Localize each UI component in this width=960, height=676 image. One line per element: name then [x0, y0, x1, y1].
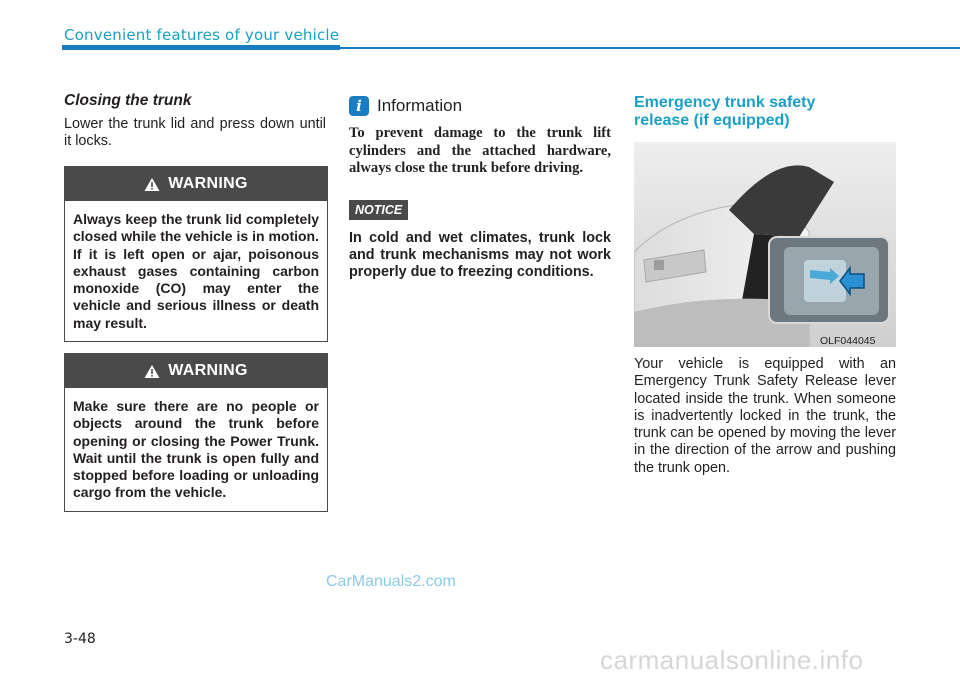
image-caption: OLF044045: [820, 335, 876, 347]
closing-heading: Closing the trunk: [64, 92, 192, 109]
information-section: [349, 96, 611, 282]
watermark-carmanualsonline: carmanualsonline.info: [600, 645, 864, 675]
warning-text: Make sure there are no people or objects around the trunk before opening or closing the Power Trunk. Wait until the trunk is open fully and stopped before loading or unloading cargo from the vehicle.: [73, 398, 319, 501]
information-header: [349, 96, 611, 116]
warning-box-2: [64, 353, 328, 512]
emergency-heading-line2: release (if equipped): [634, 112, 790, 129]
section-title: Convenient features of your vehicle: [64, 26, 340, 44]
information-title: Information: [377, 96, 463, 115]
notice-text: In cold and wet climates, trunk lock and trunk mechanisms may not work properly due to freezing conditions.: [349, 229, 611, 281]
header-rule-thin: [340, 47, 960, 49]
warning-label: WARNING: [168, 362, 248, 379]
warning-box-1: [64, 166, 328, 342]
warning-triangle-icon: [144, 364, 160, 379]
info-icon: i: [349, 96, 369, 116]
closing-text: Lower the trunk lid and press down until it locks.: [64, 116, 326, 149]
warning-label: WARNING: [168, 175, 248, 192]
emergency-text: Your vehicle is equipped with an Emergency Trunk Safety Release lever located inside the trunk. When someone is inadvertently locked in the trunk, the trunk can be opened by moving the lever in the direction of the arrow and pushing the trunk open.: [634, 356, 896, 476]
information-text: To prevent damage to the trunk lift cylinders and the attached hardware, always close the trunk before driving.: [349, 125, 611, 177]
closing-section: [64, 92, 326, 150]
warning-header: [65, 354, 327, 388]
watermark-link-carmanuals2[interactable]: CarManuals2.com: [326, 573, 456, 590]
warning-text: Always keep the trunk lid completely closed while the vehicle is in motion. If it is left open or ajar, poisonous exhaust gases containing carbon monoxide (CO) may enter the vehicle and serious illness or death may result.: [73, 211, 319, 331]
page-number: 3-48: [64, 631, 96, 647]
emergency-section: [634, 94, 896, 130]
warning-triangle-icon: [144, 177, 160, 192]
header-rule-thick: [62, 45, 340, 50]
trunk-release-photo: [634, 142, 896, 347]
warning-header: [65, 167, 327, 201]
notice-badge: NOTICE: [349, 200, 408, 220]
emergency-heading-line1: Emergency trunk safety: [634, 94, 816, 111]
